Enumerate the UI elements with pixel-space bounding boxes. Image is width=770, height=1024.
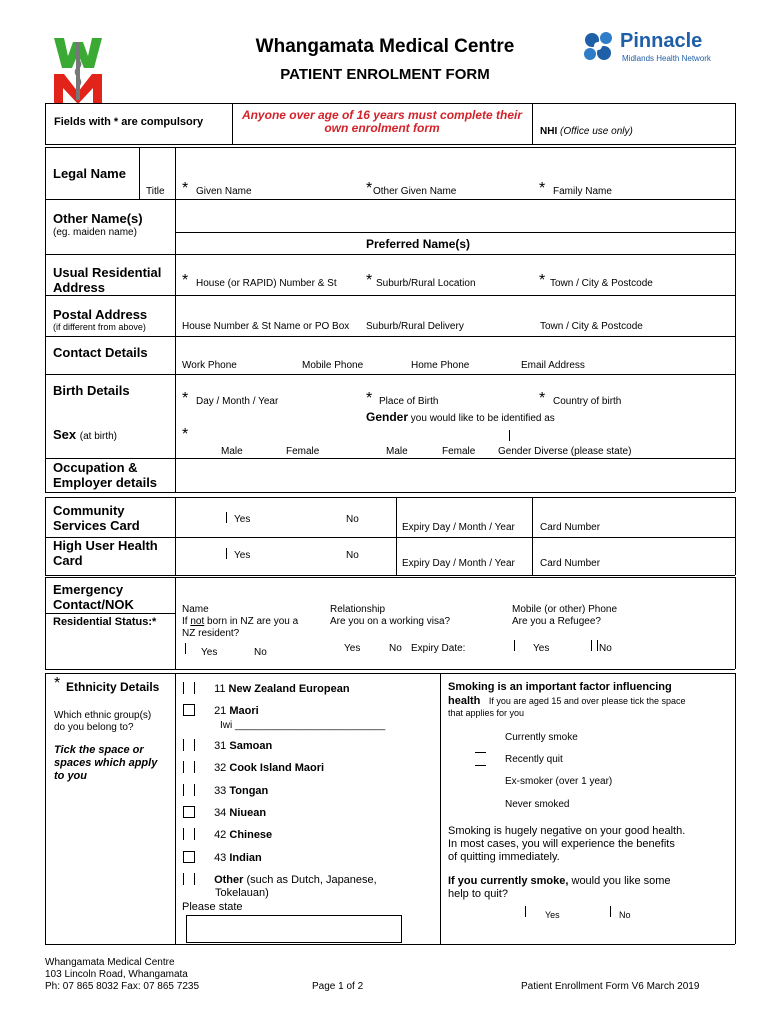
- refugee-question: Are you a Refugee?: [512, 616, 601, 627]
- town-field[interactable]: Town / City & Postcode: [550, 278, 653, 289]
- ethnicity-option-chinese[interactable]: 42 Chinese: [183, 828, 272, 841]
- huhc-no-option[interactable]: No: [346, 550, 359, 561]
- residential-status-label: Residential Status:*: [53, 616, 157, 628]
- dob-field[interactable]: Day / Month / Year: [196, 396, 279, 407]
- smoking-note: health If you are aged 15 and over please tick the space that applies for you: [448, 695, 686, 718]
- smoking-title: Smoking is an important factor influencing: [448, 681, 672, 693]
- other-names-field[interactable]: [176, 200, 734, 232]
- csc-yes-option[interactable]: Yes: [234, 514, 251, 525]
- ethnicity-option-other[interactable]: Other (such as Dutch, Japanese, Tokelauan): [183, 873, 377, 900]
- pinnacle-flower-icon: [580, 28, 620, 68]
- compulsory-note: Fields with * are compulsory: [54, 116, 204, 128]
- place-of-birth-field[interactable]: Place of Birth: [379, 396, 439, 407]
- given-name-field[interactable]: Given Name: [196, 186, 252, 197]
- form-title: PATIENT ENROLMENT FORM: [280, 66, 490, 83]
- house-number-field[interactable]: House (or RAPID) Number & St: [196, 278, 337, 289]
- please-state-field[interactable]: [186, 915, 402, 943]
- csc-no-option[interactable]: No: [346, 514, 359, 525]
- sex-label: Sex (at birth): [53, 427, 117, 442]
- footer-address: Whangamata Medical Centre 103 Lincoln Road, Whangamata Ph: 07 865 8032 Fax: 07 865 7235: [45, 957, 200, 992]
- preferred-names-label: Preferred Name(s): [366, 237, 471, 251]
- ethnicity-option-tongan[interactable]: 33 Tongan: [183, 784, 268, 797]
- ethnicity-instruction: Tick the space or spaces which apply to you: [54, 744, 158, 782]
- ethnicity-option-niuean[interactable]: 34 Niuean: [183, 806, 266, 819]
- working-visa-yes[interactable]: Yes: [344, 643, 361, 654]
- huhc-label: High User Health Card: [53, 538, 158, 568]
- refugee-yes[interactable]: Yes: [533, 643, 550, 654]
- huhc-yes-option[interactable]: Yes: [234, 550, 251, 561]
- title-field[interactable]: Title: [146, 186, 165, 197]
- working-visa-no[interactable]: No: [389, 643, 402, 654]
- postal-house-field[interactable]: House Number & St Name or PO Box: [182, 321, 350, 332]
- smoke-recently-quit-option[interactable]: Recently quit: [505, 754, 563, 765]
- quit-help-no[interactable]: No: [619, 910, 631, 920]
- other-names-label: Other Name(s): [53, 211, 143, 226]
- smoke-ex-smoker-option[interactable]: Ex-smoker (over 1 year): [505, 776, 613, 787]
- nok-name-field[interactable]: Name: [182, 604, 209, 615]
- occupation-label: Occupation & Employer details: [53, 460, 158, 490]
- work-phone-field[interactable]: Work Phone: [182, 360, 237, 371]
- form-version: Patient Enrollment Form V6 March 2019: [521, 981, 700, 992]
- mobile-phone-field[interactable]: Mobile Phone: [302, 360, 364, 371]
- ethnicity-option-cook-island-maori[interactable]: 32 Cook Island Maori: [183, 761, 324, 774]
- nz-resident-yes[interactable]: Yes: [201, 647, 218, 658]
- page-title: Whangamata Medical Centre: [255, 36, 515, 57]
- huhc-card-number-field[interactable]: Card Number: [540, 558, 601, 569]
- occupation-field[interactable]: [176, 459, 734, 491]
- age-notice: Anyone over age of 16 years must complete their own enrolment form: [241, 108, 523, 135]
- iwi-field[interactable]: Iwi ___________________________: [220, 720, 386, 731]
- nhi-label: NHI (Office use only): [540, 126, 633, 137]
- usual-address-label: Usual Residential Address: [53, 265, 162, 295]
- nok-mobile-field[interactable]: Mobile (or other) Phone: [512, 604, 618, 615]
- postal-suburb-field[interactable]: Suburb/Rural Delivery: [366, 321, 464, 332]
- ethnicity-option-nz-european[interactable]: 11 New Zealand European: [183, 682, 350, 695]
- other-given-name-field[interactable]: Other Given Name: [373, 186, 457, 197]
- postal-address-label: Postal Address: [53, 307, 148, 322]
- csc-card-number-field[interactable]: Card Number: [540, 522, 601, 533]
- csc-label: Community Services Card: [53, 503, 140, 533]
- csc-expiry-field[interactable]: Expiry Day / Month / Year: [402, 522, 515, 533]
- gender-male-option[interactable]: Male: [386, 446, 408, 457]
- gender-female-option[interactable]: Female: [442, 446, 476, 457]
- pinnacle-brand: Pinnacle: [620, 30, 703, 52]
- email-field[interactable]: Email Address: [521, 360, 585, 371]
- gender-diverse-option[interactable]: Gender Diverse (please state): [498, 446, 632, 457]
- ethnicity-option-indian[interactable]: 43 Indian: [183, 851, 262, 864]
- ethnicity-option-samoan[interactable]: 31 Samoan: [183, 739, 272, 752]
- sex-male-option[interactable]: Male: [221, 446, 243, 457]
- smoke-current-option[interactable]: Currently smoke: [505, 732, 578, 743]
- suburb-field[interactable]: Suburb/Rural Location: [376, 278, 476, 289]
- postal-address-hint: (if different from above): [53, 322, 146, 332]
- quit-help-yes[interactable]: Yes: [545, 910, 560, 920]
- nz-resident-no[interactable]: No: [254, 647, 267, 658]
- ethnicity-question: Which ethnic group(s) do you belong to?: [54, 710, 152, 733]
- nz-resident-question: If not born in NZ are you a NZ resident?: [182, 616, 299, 639]
- home-phone-field[interactable]: Home Phone: [411, 360, 470, 371]
- visa-expiry-field[interactable]: Expiry Date:: [411, 643, 466, 654]
- ethnicity-option-maori[interactable]: 21 Maori: [183, 704, 259, 717]
- postal-town-field[interactable]: Town / City & Postcode: [540, 321, 643, 332]
- pinnacle-logo: [580, 28, 740, 72]
- family-name-field[interactable]: Family Name: [553, 186, 612, 197]
- page-number: Page 1 of 2: [312, 981, 364, 992]
- huhc-expiry-field[interactable]: Expiry Day / Month / Year: [402, 558, 515, 569]
- please-state-label: Please state: [182, 901, 243, 913]
- gender-prompt: Gender you would like to be identified as: [366, 410, 555, 424]
- pinnacle-tagline: Midlands Health Network: [622, 54, 711, 63]
- legal-name-label: Legal Name: [53, 166, 126, 181]
- ethnicity-label: Ethnicity Details: [66, 680, 160, 694]
- smoking-warning: Smoking is hugely negative on your good health. In most cases, you will experience the benefits of quitting immediately.: [448, 825, 686, 863]
- birth-details-label: Birth Details: [53, 383, 130, 398]
- nok-relationship-field[interactable]: Relationship: [330, 604, 386, 615]
- country-of-birth-field[interactable]: Country of birth: [553, 396, 622, 407]
- smoke-never-option[interactable]: Never smoked: [505, 799, 570, 810]
- working-visa-question: Are you on a working visa?: [330, 616, 451, 627]
- contact-details-label: Contact Details: [53, 345, 148, 360]
- sex-female-option[interactable]: Female: [286, 446, 320, 457]
- quit-help-question: If you currently smoke, would you like some help to quit?: [448, 875, 671, 900]
- refugee-no[interactable]: No: [599, 643, 612, 654]
- other-names-hint: (eg. maiden name): [53, 227, 137, 238]
- emergency-contact-label: Emergency Contact/NOK: [53, 582, 134, 612]
